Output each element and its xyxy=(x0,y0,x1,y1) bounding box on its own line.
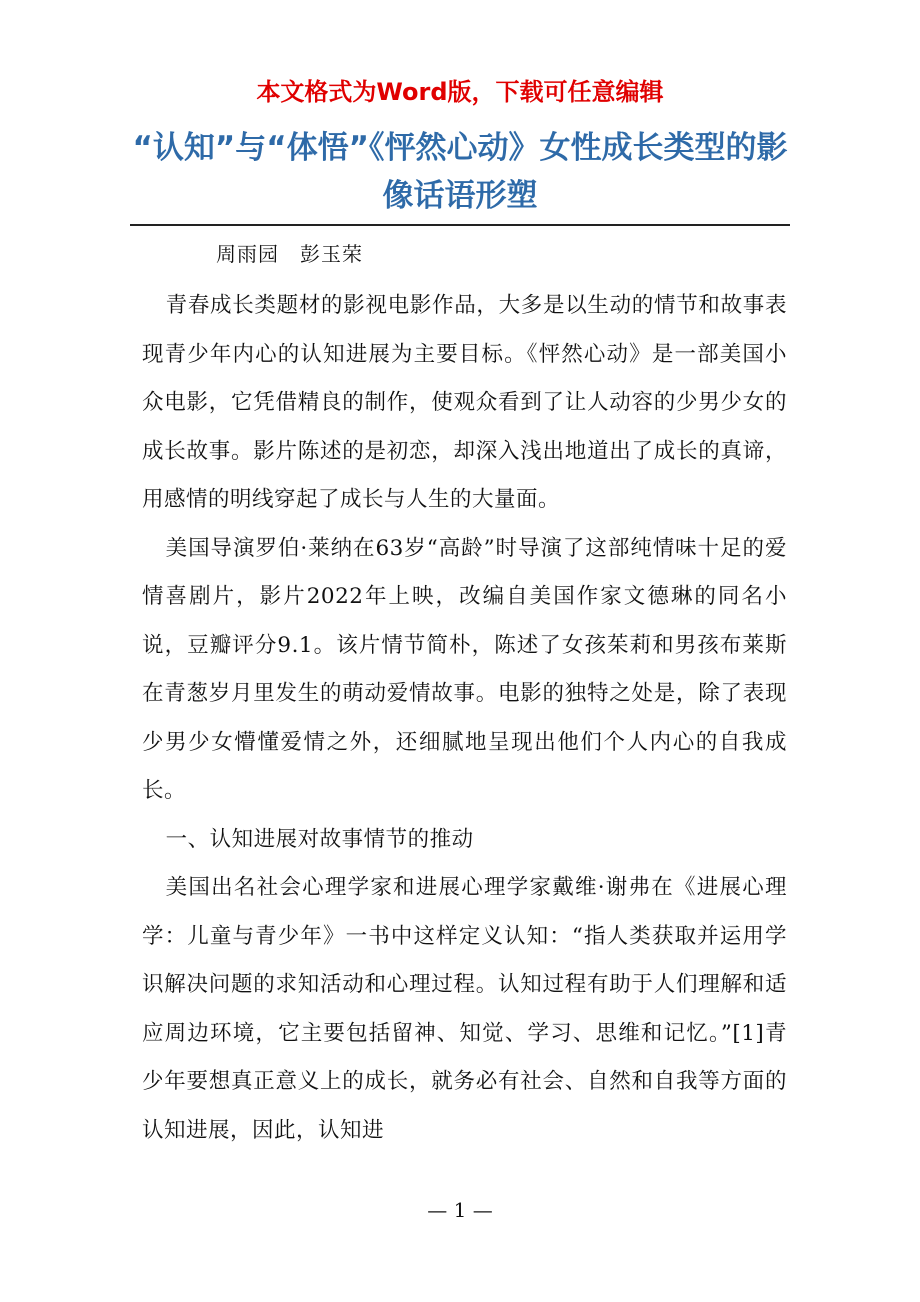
document-title: “认知”与“体悟”《怦然心动》女性成长类型的影像话语形塑 xyxy=(132,130,788,214)
document-body xyxy=(142,282,787,1155)
paragraph-cognition: 美国出名社会心理学家和进展心理学家戴维·谢弗在《进展心理学：儿童与青少年》一书中这样定义认知：“指人类获取并运用学识解决问题的求知活动和心理过程。认知过程有助于人们理解和适应周边环境，它主要包括留神、知觉、学习、思维和记忆。”[1]青少年要想真正意义上的成长，就务必有社会、自然和自我等方面的认知进展，因此，认知进 xyxy=(142,875,787,1143)
title-divider xyxy=(130,224,790,226)
page-number: — 1 — xyxy=(427,1198,493,1222)
document-authors: 周雨园 彭玉荣 xyxy=(216,242,363,266)
paragraph-intro: 青春成长类题材的影视电影作品，大多是以生动的情节和故事表现青少年内心的认知进展为主要目标。《怦然心动》是一部美国小众电影，它凭借精良的制作，使观众看到了让人动容的少男少女的成长故事。影片陈述的是初恋，却深入浅出地道出了成长的真谛，用感情的明线穿起了成长与人生的大量面。 xyxy=(142,293,787,512)
paragraph-background: 美国导演罗伯·莱纳在63岁“高龄”时导演了这部纯情味十足的爱情喜剧片，影片2022年上映，改编自美国作家文德琳的同名小说，豆瓣评分9.1。该片情节简朴，陈述了女孩茱莉和男孩布莱斯在青葱岁月里发生的萌动爱情故事。电影的独特之处是，除了表现少男少女懵懂爱情之外，还细腻地呈现出他们个人内心的自我成长。 xyxy=(142,535,787,803)
section-heading: 一、认知进展对故事情节的推动 xyxy=(165,826,474,852)
document-banner: 本文格式为Word版，下载可任意编辑 xyxy=(256,78,664,106)
